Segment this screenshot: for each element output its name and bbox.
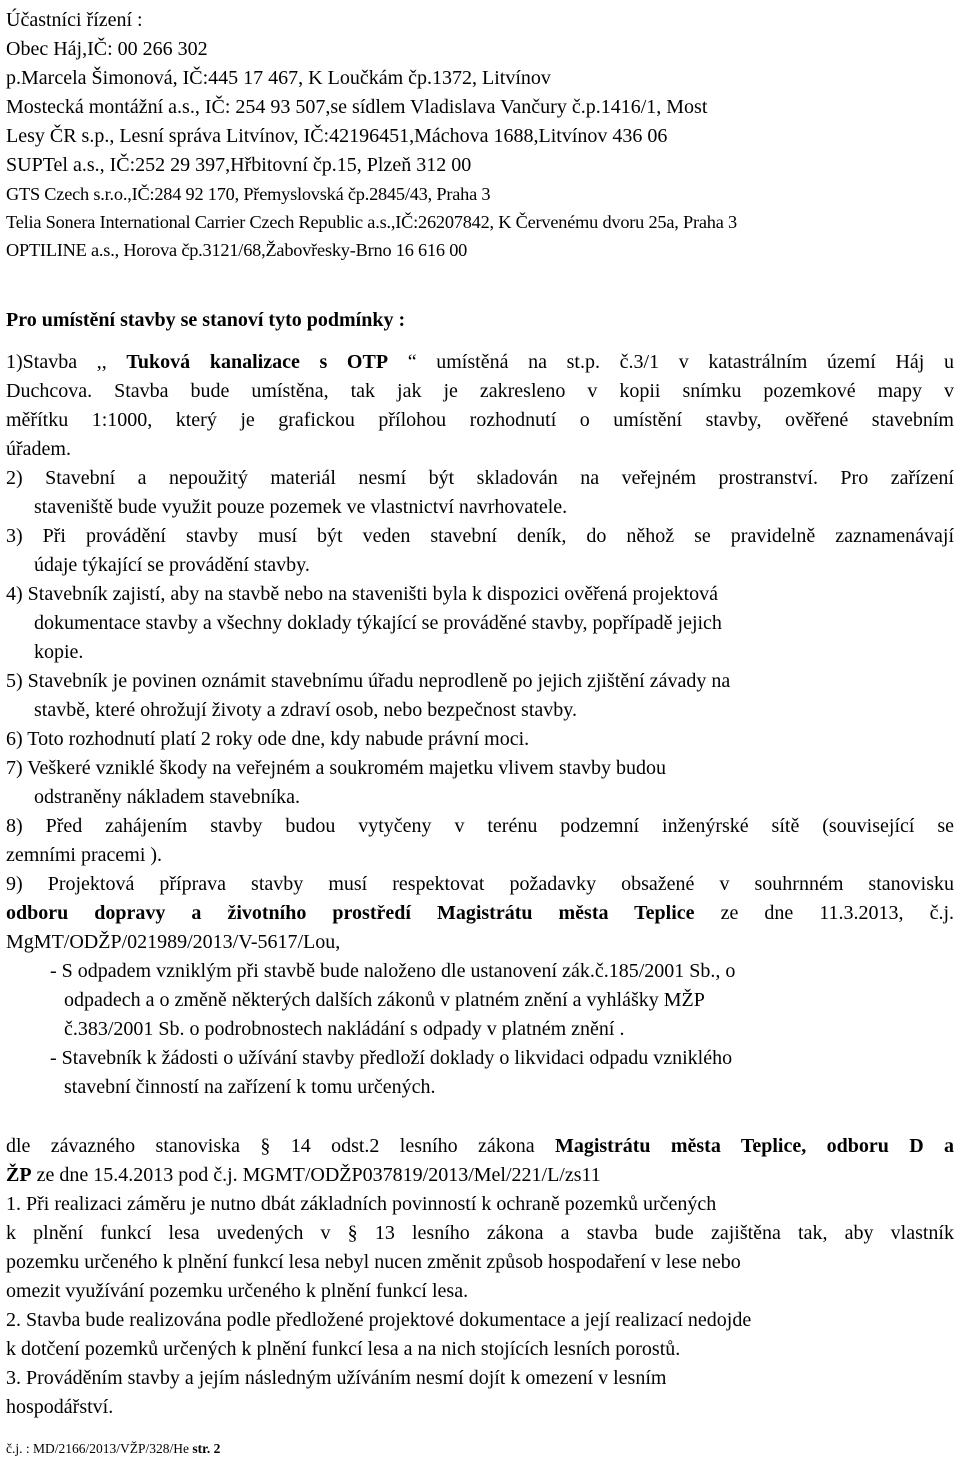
footer: [6, 1441, 220, 1457]
condition-8-line: zemními pracemi ).: [6, 844, 163, 866]
forest-intro-line: [6, 1163, 601, 1187]
authority-name: ŽP: [6, 1164, 32, 1186]
condition-3-line: údaje týkající se provádění stavby.: [34, 554, 310, 576]
forest-point-1-line: k plnění funkcí lesa uvedených v § 13 lesního zákona a stavba bude zajištěna tak, aby vlastník: [6, 1222, 954, 1244]
participant-item: GTS Czech s.r.o.,IČ:284 92 170, Přemyslovská čp.2845/43, Praha 3: [6, 184, 491, 204]
condition-1-line: [6, 350, 954, 374]
condition-text: ze dne 11.3.2013, č.j.: [694, 902, 954, 924]
condition-9-line: [6, 901, 954, 925]
forest-point-1-line: 1. Při realizaci záměru je nutno dbát základních povinností k ochraně pozemků určených: [6, 1193, 717, 1215]
forest-intro-text: ze dne 15.4.2013 pod č.j. MGMT/ODŽP037819/2013/Mel/221/L/zs11: [31, 1164, 601, 1186]
condition-7-line: 7) Veškeré vzniklé škody na veřejném a soukromém majetku vlivem stavby budou: [6, 757, 667, 779]
authority-name: Magistrátu města Teplice, odboru D a: [554, 1135, 955, 1157]
forest-point-3-line: 3. Prováděním stavby a jejím následným užíváním nesmí dojít k omezení v lesním: [6, 1367, 667, 1389]
forest-point-1-line: pozemku určeného k plnění funkcí lesa nebyl nucen změnit způsob hospodaření v lese nebo: [6, 1251, 741, 1273]
participant-item: Mostecká montážní a.s., IČ: 254 93 507,se sídlem Vladislava Vančury č.p.1416/1, Most: [6, 96, 708, 118]
condition-9-bullet-line: č.383/2001 Sb. o podrobnostech nakládání s odpady v platném znění .: [64, 1018, 625, 1040]
participant-item: p.Marcela Šimonová, IČ:445 17 467, K Loučkám čp.1372, Litvínov: [6, 67, 551, 89]
condition-1-line: úřadem.: [6, 438, 71, 460]
condition-4-line: dokumentace stavby a všechny doklady týkající se prováděné stavby, popřípadě jejich: [34, 612, 722, 634]
forest-intro-text: dle závazného stanoviska § 14 odst.2 lesního zákona: [6, 1135, 555, 1157]
condition-4-line: kopie.: [34, 641, 84, 663]
forest-point-1-line: omezit využívání pozemku určeného k plnění funkcí lesa.: [6, 1280, 469, 1302]
condition-9-bullet-line: stavební činností na zařízení k tomu určených.: [64, 1076, 436, 1098]
condition-6-line: 6) Toto rozhodnutí platí 2 roky ode dne, kdy nabude právní moci.: [6, 728, 530, 750]
condition-2-line: staveniště bude využit pouze pozemek ve vlastnictví navrhovatele.: [34, 496, 568, 518]
conditions-heading: Pro umístění stavby se stanoví tyto podmínky :: [6, 309, 406, 331]
condition-9-line: MgMT/ODŽP/021989/2013/V-5617/Lou,: [6, 931, 341, 953]
participants-heading: Účastníci řízení :: [6, 9, 143, 31]
condition-text: “ umístěná na st.p. č.3/1 v katastrálním území Háj u: [388, 351, 954, 373]
participant-item: Obec Háj,IČ: 00 266 302: [6, 38, 208, 60]
participant-item: SUPTel a.s., IČ:252 29 397,Hřbitovní čp.15, Plzeň 312 00: [6, 154, 472, 176]
condition-9-bullet-line: - S odpadem vzniklým při stavbě bude naloženo dle ustanovení zák.č.185/2001 Sb., o: [50, 960, 736, 982]
condition-5-line: stavbě, které ohrožují životy a zdraví osob, nebo bezpečnost stavby.: [34, 699, 577, 721]
condition-9-bullet-line: odpadech a o změně některých dalších zákonů v platném znění a vyhlášky MŽP: [64, 989, 705, 1011]
project-name: Tuková kanalizace s OTP: [126, 351, 389, 373]
condition-2-line: 2) Stavební a nepoužitý materiál nesmí být skladován na veřejném prostranství. Pro zařízení: [6, 467, 954, 489]
reference-number: č.j. : MD/2166/2013/VŽP/328/He: [6, 1441, 193, 1456]
condition-1-line: měřítku 1:1000, který je grafickou přílohou rozhodnutí o umístění stavby, ověřené stavebním: [6, 409, 954, 431]
page-number: str. 2: [192, 1441, 221, 1456]
condition-8-line: 8) Před zahájením stavby budou vytyčeny v terénu podzemní inženýrské sítě (související se: [6, 815, 954, 837]
condition-9-bullet-line: - Stavebník k žádosti o užívání stavby předloží doklady o likvidaci odpadu vzniklého: [50, 1047, 733, 1069]
participant-item: Telia Sonera International Carrier Czech Republic a.s.,IČ:26207842, K Červenému dvoru 25a, Praha 3: [6, 212, 737, 232]
condition-9-line: 9) Projektová příprava stavby musí respektovat požadavky obsažené v souhrnném stanovisku: [6, 873, 954, 895]
condition-4-line: 4) Stavebník zajistí, aby na stavbě nebo na staveništi byla k dispozici ověřená projektová: [6, 583, 719, 605]
condition-text: 1)Stavba ,,: [6, 351, 127, 373]
forest-point-2-line: 2. Stavba bude realizována podle předložené projektové dokumentace a její realizací nedojde: [6, 1309, 752, 1331]
condition-7-line: odstraněny nákladem stavebníka.: [34, 786, 301, 808]
authority-name: odboru dopravy a životního prostředí Magistrátu města Teplice: [6, 902, 695, 924]
forest-point-2-line: k dotčení pozemků určených k plnění funkcí lesa a na nich stojících lesních porostů.: [6, 1338, 681, 1360]
participant-item: OPTILINE a.s., Horova čp.3121/68,Žabovřesky-Brno 16 616 00: [6, 240, 468, 260]
condition-5-line: 5) Stavebník je povinen oznámit stavebnímu úřadu neprodleně po jejich zjištění závady na: [6, 670, 731, 692]
participant-item: Lesy ČR s.p., Lesní správa Litvínov, IČ:42196451,Máchova 1688,Litvínov 436 06: [6, 125, 668, 147]
forest-point-3-line: hospodářství.: [6, 1396, 114, 1418]
condition-3-line: 3) Při provádění stavby musí být veden stavební deník, do něhož se pravidelně zaznamenávají: [6, 525, 954, 547]
condition-1-line: Duchcova. Stavba bude umístěna, tak jak je zakresleno v kopii snímku pozemkové mapy v: [6, 380, 954, 402]
forest-intro-line: [6, 1134, 954, 1158]
